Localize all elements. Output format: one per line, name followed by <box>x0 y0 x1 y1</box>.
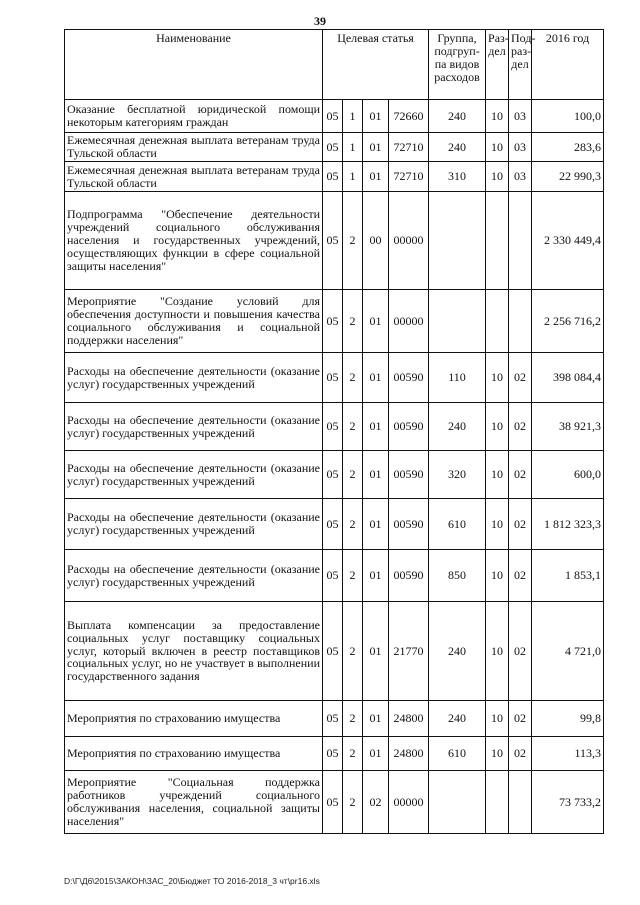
target-code-1-cell: 05 <box>323 701 343 737</box>
target-code-4-cell: 00590 <box>389 403 429 451</box>
subsection-cell <box>509 290 532 353</box>
section-cell: 10 <box>486 133 509 162</box>
row-name-cell: Мероприятие "Социальная поддержка работников учреждений социального обслуживания населения, социальной защиты населения" <box>65 771 323 834</box>
target-code-2-cell: 1 <box>343 133 363 162</box>
table-row <box>65 499 604 550</box>
target-code-3-cell: 01 <box>363 133 389 162</box>
table-row <box>65 771 604 834</box>
table-row <box>65 162 604 192</box>
target-code-1-cell: 05 <box>323 353 343 403</box>
amount-cell: 73 733,2 <box>532 771 604 834</box>
table-row <box>65 100 604 133</box>
table-row <box>65 353 604 403</box>
header-expense-group: Группа, подгруп-па видов расходов <box>429 30 486 100</box>
section-cell <box>486 192 509 290</box>
section-cell: 10 <box>486 162 509 192</box>
subsection-cell: 02 <box>509 451 532 499</box>
target-code-3-cell: 01 <box>363 290 389 353</box>
target-code-1-cell: 05 <box>323 737 343 771</box>
row-name-cell: Выплата компенсации за предоставление социальных услуг поставщику социальных услуг, который включен в реестр поставщиков социальных услуг, но не участвует в выполнении государственного задания <box>65 602 323 701</box>
target-code-2-cell: 2 <box>343 353 363 403</box>
subsection-cell: 03 <box>509 100 532 133</box>
amount-cell: 600,0 <box>532 451 604 499</box>
target-code-3-cell: 01 <box>363 737 389 771</box>
amount-cell: 1 853,1 <box>532 550 604 602</box>
amount-cell: 1 812 323,3 <box>532 499 604 550</box>
expense-group-cell: 850 <box>429 550 486 602</box>
table-row <box>65 290 604 353</box>
target-code-4-cell: 00000 <box>389 290 429 353</box>
target-code-2-cell: 2 <box>343 499 363 550</box>
target-code-1-cell: 05 <box>323 602 343 701</box>
amount-cell: 398 084,4 <box>532 353 604 403</box>
expense-group-cell: 320 <box>429 451 486 499</box>
target-code-4-cell: 72660 <box>389 100 429 133</box>
header-target-article: Целевая статья <box>323 30 429 100</box>
target-code-1-cell: 05 <box>323 451 343 499</box>
target-code-1-cell: 05 <box>323 133 343 162</box>
expense-group-cell: 240 <box>429 133 486 162</box>
section-cell <box>486 771 509 834</box>
section-cell: 10 <box>486 451 509 499</box>
target-code-2-cell: 2 <box>343 550 363 602</box>
subsection-cell <box>509 192 532 290</box>
page-number: 39 <box>314 14 326 28</box>
section-cell: 10 <box>486 499 509 550</box>
subsection-cell: 02 <box>509 602 532 701</box>
target-code-2-cell: 2 <box>343 290 363 353</box>
expense-group-cell: 240 <box>429 602 486 701</box>
expense-group-cell: 610 <box>429 737 486 771</box>
target-code-1-cell: 05 <box>323 100 343 133</box>
table-header-row <box>65 30 604 100</box>
section-cell: 10 <box>486 100 509 133</box>
expense-group-cell: 610 <box>429 499 486 550</box>
table-row <box>65 550 604 602</box>
section-cell: 10 <box>486 701 509 737</box>
target-code-1-cell: 05 <box>323 290 343 353</box>
table-row <box>65 451 604 499</box>
subsection-cell: 02 <box>509 353 532 403</box>
expense-group-cell: 310 <box>429 162 486 192</box>
row-name-cell: Мероприятия по страхованию имущества <box>65 701 323 737</box>
target-code-3-cell: 01 <box>363 100 389 133</box>
target-code-2-cell: 2 <box>343 771 363 834</box>
section-cell: 10 <box>486 737 509 771</box>
section-cell: 10 <box>486 353 509 403</box>
table-row <box>65 602 604 701</box>
expense-group-cell <box>429 192 486 290</box>
table-row <box>65 737 604 771</box>
target-code-3-cell: 01 <box>363 353 389 403</box>
target-code-2-cell: 2 <box>343 737 363 771</box>
target-code-4-cell: 00590 <box>389 353 429 403</box>
section-cell <box>486 290 509 353</box>
target-code-3-cell: 02 <box>363 771 389 834</box>
target-code-4-cell: 24800 <box>389 701 429 737</box>
row-name-cell: Расходы на обеспечение деятельности (оказание услуг) государственных учреждений <box>65 550 323 602</box>
subsection-cell: 03 <box>509 133 532 162</box>
header-year: 2016 год <box>532 30 604 100</box>
budget-table <box>64 29 604 834</box>
target-code-1-cell: 05 <box>323 550 343 602</box>
target-code-3-cell: 01 <box>363 602 389 701</box>
target-code-4-cell: 72710 <box>389 133 429 162</box>
amount-cell: 99,8 <box>532 701 604 737</box>
row-name-cell: Оказание бесплатной юридической помощи некоторым категориям граждан <box>65 100 323 133</box>
header-name: Наименование <box>65 30 323 100</box>
amount-cell: 113,3 <box>532 737 604 771</box>
expense-group-cell <box>429 771 486 834</box>
target-code-3-cell: 01 <box>363 162 389 192</box>
target-code-3-cell: 01 <box>363 550 389 602</box>
row-name-cell: Ежемесячная денежная выплата ветеранам труда Тульской области <box>65 133 323 162</box>
subsection-cell: 02 <box>509 499 532 550</box>
subsection-cell <box>509 771 532 834</box>
row-name-cell: Расходы на обеспечение деятельности (оказание услуг) государственных учреждений <box>65 499 323 550</box>
expense-group-cell: 240 <box>429 100 486 133</box>
subsection-cell: 02 <box>509 737 532 771</box>
amount-cell: 283,6 <box>532 133 604 162</box>
expense-group-cell: 240 <box>429 701 486 737</box>
amount-cell: 100,0 <box>532 100 604 133</box>
target-code-4-cell: 24800 <box>389 737 429 771</box>
section-cell: 10 <box>486 403 509 451</box>
amount-cell: 4 721,0 <box>532 602 604 701</box>
row-name-cell: Мероприятие "Создание условий для обеспечения доступности и повышения качества социального обслуживания и социальной поддержки населения" <box>65 290 323 353</box>
amount-cell: 22 990,3 <box>532 162 604 192</box>
target-code-1-cell: 05 <box>323 162 343 192</box>
table-row <box>65 133 604 162</box>
table-row <box>65 701 604 737</box>
subsection-cell: 03 <box>509 162 532 192</box>
subsection-cell: 02 <box>509 403 532 451</box>
target-code-3-cell: 01 <box>363 499 389 550</box>
section-cell: 10 <box>486 550 509 602</box>
target-code-3-cell: 01 <box>363 403 389 451</box>
row-name-cell: Мероприятия по страхованию имущества <box>65 737 323 771</box>
target-code-4-cell: 21770 <box>389 602 429 701</box>
target-code-4-cell: 00000 <box>389 192 429 290</box>
expense-group-cell: 240 <box>429 403 486 451</box>
header-subsection: Под-раз-дел <box>509 30 532 100</box>
amount-cell: 2 256 716,2 <box>532 290 604 353</box>
target-code-2-cell: 2 <box>343 403 363 451</box>
table-row <box>65 192 604 290</box>
target-code-4-cell: 72710 <box>389 162 429 192</box>
row-name-cell: Ежемесячная денежная выплата ветеранам труда Тульской области <box>65 162 323 192</box>
amount-cell: 38 921,3 <box>532 403 604 451</box>
target-code-4-cell: 00000 <box>389 771 429 834</box>
table-row <box>65 403 604 451</box>
target-code-2-cell: 2 <box>343 192 363 290</box>
row-name-cell: Подпрограмма "Обеспечение деятельности учреждений социального обслуживания населения и государственных учреждений, осуществляющих функции в сфере социальной защиты населения" <box>65 192 323 290</box>
target-code-3-cell: 01 <box>363 451 389 499</box>
target-code-2-cell: 1 <box>343 100 363 133</box>
target-code-1-cell: 05 <box>323 192 343 290</box>
expense-group-cell: 110 <box>429 353 486 403</box>
row-name-cell: Расходы на обеспечение деятельности (оказание услуг) государственных учреждений <box>65 451 323 499</box>
expense-group-cell <box>429 290 486 353</box>
target-code-4-cell: 00590 <box>389 550 429 602</box>
target-code-2-cell: 1 <box>343 162 363 192</box>
header-section: Раз-дел <box>486 30 509 100</box>
target-code-1-cell: 05 <box>323 499 343 550</box>
subsection-cell: 02 <box>509 701 532 737</box>
target-code-3-cell: 00 <box>363 192 389 290</box>
section-cell: 10 <box>486 602 509 701</box>
target-code-4-cell: 00590 <box>389 451 429 499</box>
target-code-4-cell: 00590 <box>389 499 429 550</box>
target-code-2-cell: 2 <box>343 602 363 701</box>
file-path-footer: D:\Г\Д6\2015\ЗАКОН\ЗАС_20\Бюджет ТО 2016-2018_3 чт\pr16.xls <box>64 876 320 886</box>
target-code-3-cell: 01 <box>363 701 389 737</box>
row-name-cell: Расходы на обеспечение деятельности (оказание услуг) государственных учреждений <box>65 353 323 403</box>
target-code-1-cell: 05 <box>323 403 343 451</box>
target-code-1-cell: 05 <box>323 771 343 834</box>
target-code-2-cell: 2 <box>343 451 363 499</box>
subsection-cell: 02 <box>509 550 532 602</box>
target-code-2-cell: 2 <box>343 701 363 737</box>
amount-cell: 2 330 449,4 <box>532 192 604 290</box>
row-name-cell: Расходы на обеспечение деятельности (оказание услуг) государственных учреждений <box>65 403 323 451</box>
